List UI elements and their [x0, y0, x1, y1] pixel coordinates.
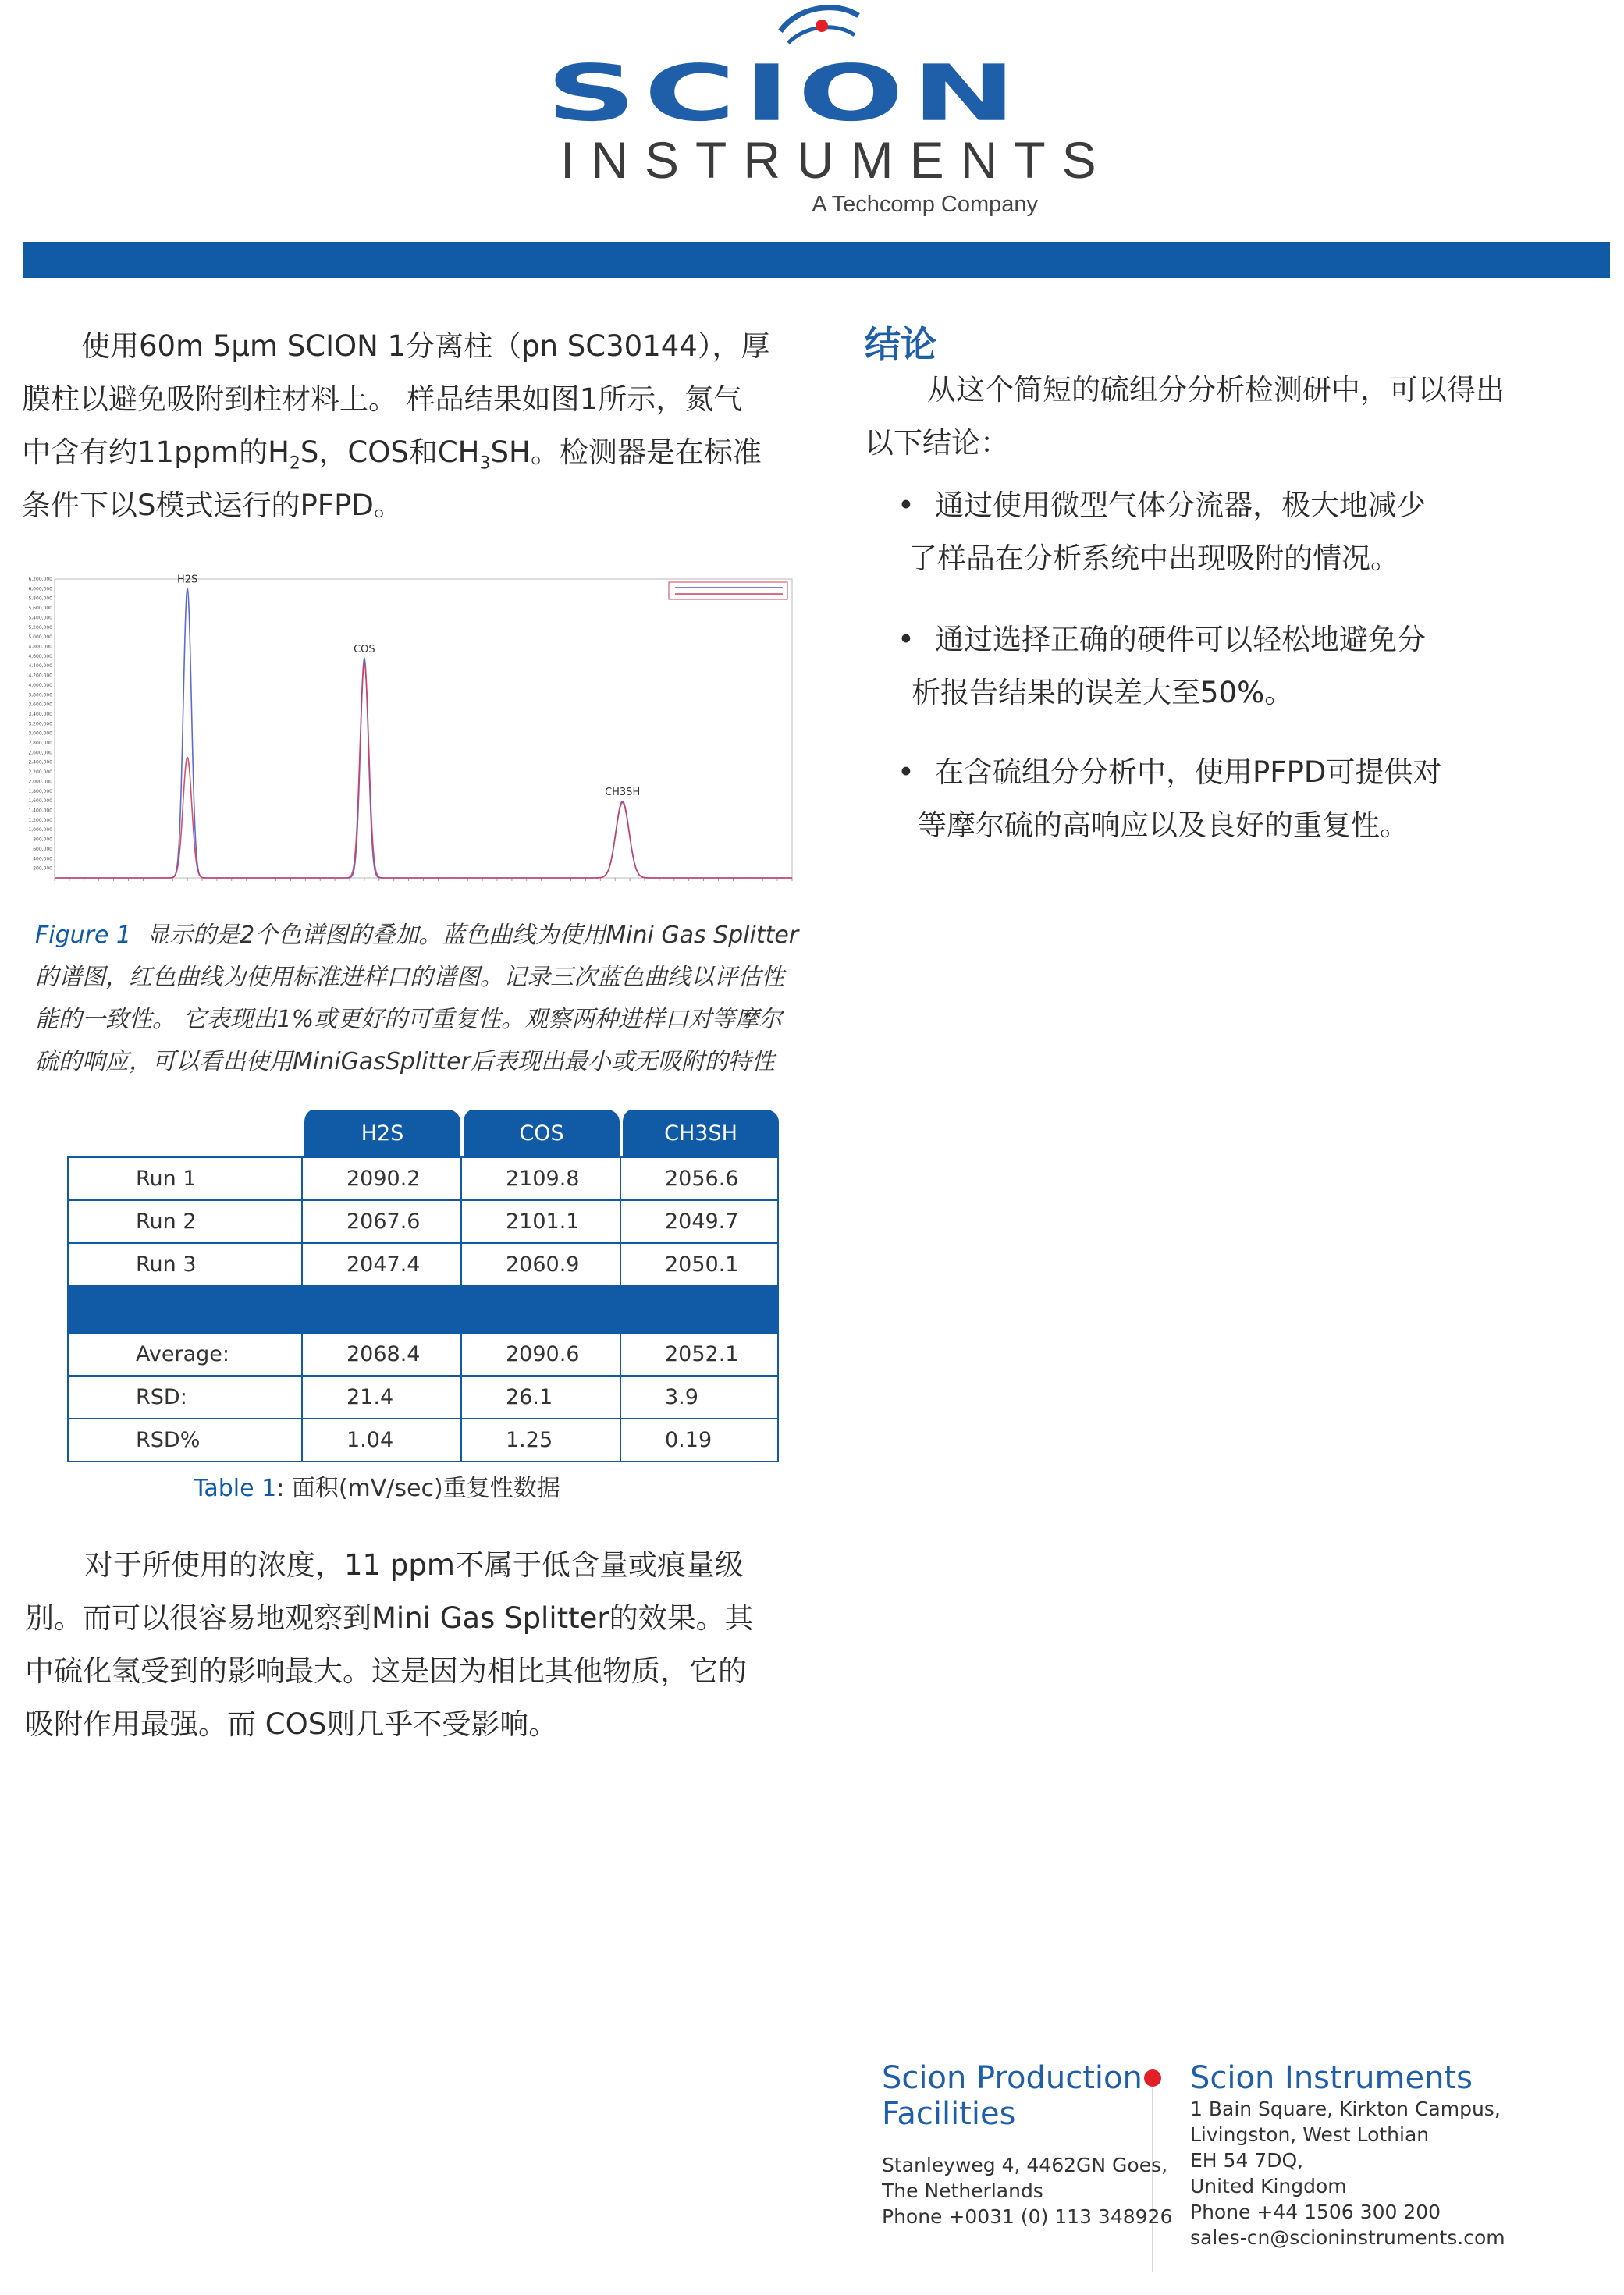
legend-box: [669, 582, 787, 599]
y-tick-label: 2,000,000: [28, 779, 52, 785]
y-tick-label: 400,000: [33, 856, 52, 862]
y-tick-label: 1,800,000: [28, 788, 52, 794]
col-header-cos: COS: [460, 1110, 620, 1156]
y-tick-label: 4,800,000: [28, 644, 52, 650]
col-header-ch3sh: CH3SH: [620, 1110, 779, 1156]
y-tick-label: 5,800,000: [28, 595, 52, 602]
footer-production-facilities: Scion Production Facilities Stanleyweg 4, 4462GN Goes, The Netherlands Phone +0031 (0) 113 348926: [882, 2060, 1173, 2228]
y-tick-label: 2,800,000: [28, 741, 52, 747]
table-caption: Table 1: 面积(mV/sec)重复性数据: [194, 1475, 560, 1502]
conclusion-heading: 结论: [865, 323, 936, 365]
y-tick-label: 200,000: [33, 865, 52, 872]
col-header-h2s: H2S: [301, 1110, 460, 1156]
table-row: RSD% 1.04 1.25 0.19: [67, 1419, 779, 1462]
y-tick-label: 3,200,000: [28, 721, 52, 727]
y-tick-label: 5,600,000: [28, 606, 52, 612]
peak-label: CH3SH: [605, 786, 641, 798]
conclusion-bullet-1: • 通过使用微型气体分流器，极大地减少 了样品在分析系统中出现吸附的情况。: [897, 488, 1426, 575]
y-tick-label: 3,000,000: [28, 730, 52, 737]
figure-caption: Figure 1 显示的是2个色谱图的叠加。蓝色曲线为使用Mini Gas Splitter 的谱图，红色曲线为使用标准进样口的谱图。记录三次蓝色曲线以评估性 能的一致性。 它表现出1%或更好的可重复性。观察两种进样口对等摩尔 硫的响应，可以看出使用MiniGasSplitter后表现出最小或无吸附的特性: [35, 922, 799, 1075]
table-row: Average: 2068.4 2090.6 2052.1: [67, 1334, 779, 1377]
conclusion-intro: 从这个简短的硫组分分析检测研中，可以得出 以下结论：: [865, 373, 1505, 460]
y-tick-label: 4,600,000: [28, 653, 52, 659]
logo-instruments: INSTRUMENTS: [560, 131, 1113, 189]
peak-label: H2S: [176, 574, 198, 586]
y-tick-label: 2,200,000: [28, 769, 52, 776]
table-row: Run 1 2090.2 2109.8 2056.6: [67, 1156, 779, 1201]
figure-label: Figure 1: [35, 922, 132, 949]
y-tick-label: 4,400,000: [28, 663, 52, 670]
table-row: Run 3 2047.4 2060.9 2050.1: [67, 1244, 779, 1287]
y-tick-label: 1,400,000: [28, 808, 52, 814]
y-tick-label: 800,000: [33, 837, 52, 843]
conclusion-bullet-2: • 通过选择正确的硬件可以轻松地避免分 析报告结果的误差大至50%。: [897, 623, 1426, 709]
header-bar: [23, 242, 1610, 278]
intro-line-1: 使用60m 5μm SCION 1分离柱（pn SC30144），厚: [81, 329, 770, 363]
table-row: Run 2 2067.6 2101.1 2049.7: [67, 1201, 779, 1244]
series-line-0: [55, 588, 792, 878]
series-line-1: [55, 663, 792, 878]
peak-label: COS: [354, 643, 375, 655]
y-tick-label: 5,400,000: [28, 615, 52, 621]
intro-paragraph: [22, 320, 802, 532]
intro-line-2: 膜柱以避免吸附到柱材料上。 样品结果如图1所示，氮气: [22, 382, 743, 416]
y-tick-label: 6,200,000: [28, 577, 52, 582]
footer-email: sales-cn@scioninstruments.com: [1190, 2226, 1505, 2249]
logo-tagline: A Techcomp Company: [812, 192, 1038, 217]
y-tick-label: 3,800,000: [28, 692, 52, 698]
y-tick-label: 4,000,000: [28, 682, 52, 688]
footer-scion-instruments: Scion Instruments 1 Bain Square, Kirkton Campus, Livingston, West Lothian EH 54 7DQ, United Kingdom Phone +44 1506 300 200 sales-cn@scioninstruments.com: [1190, 2060, 1505, 2249]
scion-logo: [546, 0, 1113, 226]
y-tick-label: 5,200,000: [28, 624, 52, 631]
y-tick-label: 5,000,000: [28, 634, 52, 641]
conclusion-bullet-3: • 在含硫组分分析中，使用PFPD可提供对 等摩尔硫的高响应以及良好的重复性。: [897, 755, 1442, 842]
y-tick-label: 2,600,000: [28, 750, 52, 756]
y-tick-label: 3,400,000: [28, 711, 52, 717]
y-tick-label: 3,600,000: [28, 702, 52, 708]
table-separator-row: [67, 1287, 779, 1334]
y-tick-label: 1,000,000: [28, 827, 52, 833]
y-tick-label: 2,400,000: [28, 759, 52, 766]
intro-line-4: 条件下以S模式运行的PFPD。: [22, 488, 403, 522]
table-row: RSD: 21.4 26.1 3.9: [67, 1377, 779, 1419]
logo-wordmark: SCION: [546, 48, 1025, 139]
chromatogram-chart: [23, 570, 800, 905]
y-tick-label: 1,200,000: [28, 817, 52, 823]
intro-line-3: 中含有约11ppm的$H_2S$，COS和$CH_3SH$。检测器是在标准: [22, 435, 762, 474]
y-tick-label: 1,600,000: [28, 798, 52, 805]
body-paragraph-2: 对于所使用的浓度，11 ppm不属于低含量或痕量级 别。而可以很容易地观察到Mini Gas Splitter的效果。其 中硫化氢受到的影响最大。这是因为相比其他物质，它的 吸附作用最强。而 COS则几乎不受影响。: [25, 1548, 754, 1741]
y-tick-label: 6,000,000: [28, 586, 52, 592]
y-tick-label: 600,000: [33, 846, 52, 852]
y-tick-label: 4,200,000: [28, 673, 52, 679]
repeatability-table: [67, 1110, 779, 1462]
plot-frame: [55, 579, 792, 878]
